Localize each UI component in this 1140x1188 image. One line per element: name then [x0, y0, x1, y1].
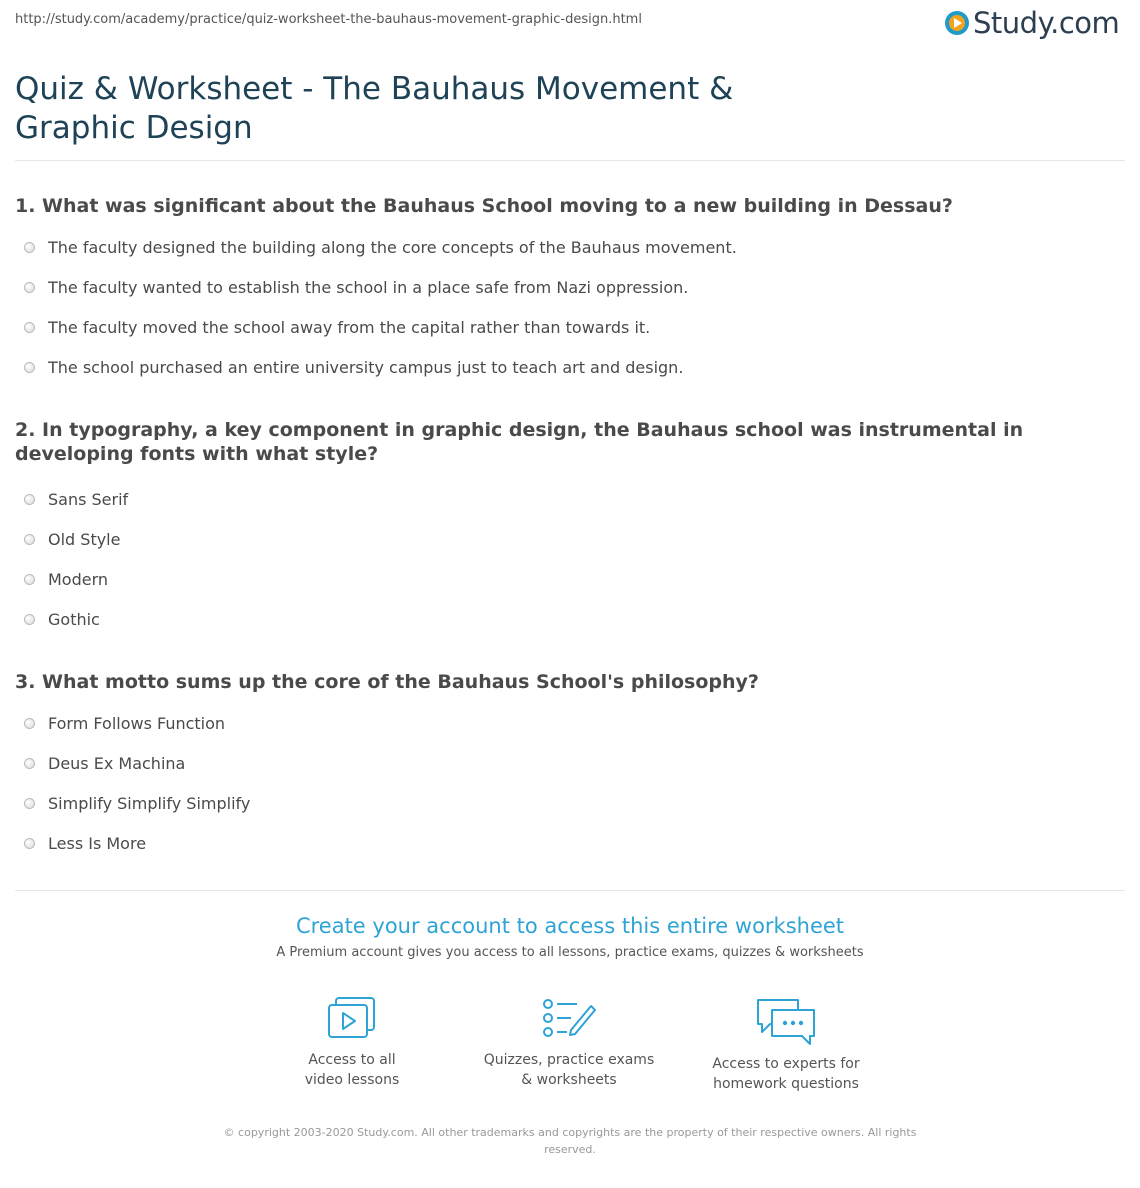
feature-label: Access to all video lessons — [304, 1052, 400, 1088]
answer-text: The school purchased an entire university campus just to teach art and design. — [48, 357, 684, 377]
premium-description: A Premium account gives you access to all lessons, practice exams, quizzes & worksheets — [276, 945, 864, 960]
answer-text: Form Follows Function — [48, 713, 226, 733]
answer-option[interactable] — [24, 713, 225, 733]
answer-option[interactable] — [24, 529, 120, 549]
answer-text: Modern — [48, 569, 109, 589]
radio-icon[interactable] — [24, 534, 35, 545]
answer-option[interactable] — [24, 489, 128, 509]
title-divider — [15, 160, 1125, 161]
radio-icon[interactable] — [24, 282, 35, 293]
answer-option[interactable] — [24, 357, 683, 377]
answer-text: Old Style — [48, 529, 121, 549]
answer-option[interactable] — [24, 569, 108, 589]
feature-video-lessons — [252, 996, 452, 1090]
radio-icon[interactable] — [24, 718, 35, 729]
page-title: Quiz & Worksheet - The Bauhaus Movement & Graphic Design — [15, 71, 734, 146]
answer-text: Less Is More — [48, 833, 147, 853]
study-logo-icon — [945, 11, 969, 35]
answer-option[interactable] — [24, 753, 185, 773]
answer-option[interactable] — [24, 317, 650, 337]
radio-icon[interactable] — [24, 614, 35, 625]
quiz-checklist-icon — [541, 996, 597, 1042]
answer-text: Gothic — [48, 609, 100, 629]
feature-experts — [686, 996, 886, 1094]
question-3: 3. What motto sums up the core of the Bauhaus School's philosophy? — [15, 671, 759, 693]
radio-icon[interactable] — [24, 362, 35, 373]
answer-option[interactable] — [24, 609, 100, 629]
answer-text: Deus Ex Machina — [48, 753, 186, 773]
answer-option[interactable] — [24, 277, 688, 297]
radio-icon[interactable] — [24, 322, 35, 333]
copyright-footer: © copyright 2003-2020 Study.com. All other trademarks and copyrights are the property of their respective owners. All rights reserved. — [223, 1126, 917, 1156]
create-account-link[interactable]: Create your account to access this entire worksheet — [295, 914, 845, 938]
radio-icon[interactable] — [24, 798, 35, 809]
radio-icon[interactable] — [24, 838, 35, 849]
section-divider — [15, 890, 1125, 891]
question-1: 1. What was significant about the Bauhaus School moving to a new building in Dessau? — [15, 195, 953, 217]
page-url: http://study.com/academy/practice/quiz-worksheet-the-bauhaus-movement-graphic-design.html — [15, 12, 642, 27]
radio-icon[interactable] — [24, 758, 35, 769]
answer-text: Sans Serif — [48, 489, 129, 509]
answer-text: The faculty moved the school away from the capital rather than towards it. — [48, 317, 651, 337]
chat-bubbles-icon — [754, 996, 818, 1046]
answer-text: Simplify Simplify Simplify — [48, 793, 251, 813]
video-lessons-icon — [326, 996, 378, 1042]
feature-label: Access to experts for homework questions — [712, 1056, 860, 1092]
answer-text: The faculty designed the building along the core concepts of the Bauhaus movement. — [48, 237, 737, 257]
radio-icon[interactable] — [24, 574, 35, 585]
answer-option[interactable] — [24, 833, 146, 853]
logo-text: Study.com — [973, 6, 1120, 40]
feature-quizzes — [469, 996, 669, 1090]
feature-label: Quizzes, practice exams & worksheets — [483, 1052, 655, 1088]
radio-icon[interactable] — [24, 494, 35, 505]
radio-icon[interactable] — [24, 242, 35, 253]
answer-option[interactable] — [24, 237, 737, 257]
answer-text: The faculty wanted to establish the school in a place safe from Nazi oppression. — [48, 277, 689, 297]
question-2: 2. In typography, a key component in graphic design, the Bauhaus school was instrumental in developing fonts with what style? — [15, 419, 1024, 465]
answer-option[interactable] — [24, 793, 250, 813]
study-logo[interactable] — [945, 6, 1119, 40]
